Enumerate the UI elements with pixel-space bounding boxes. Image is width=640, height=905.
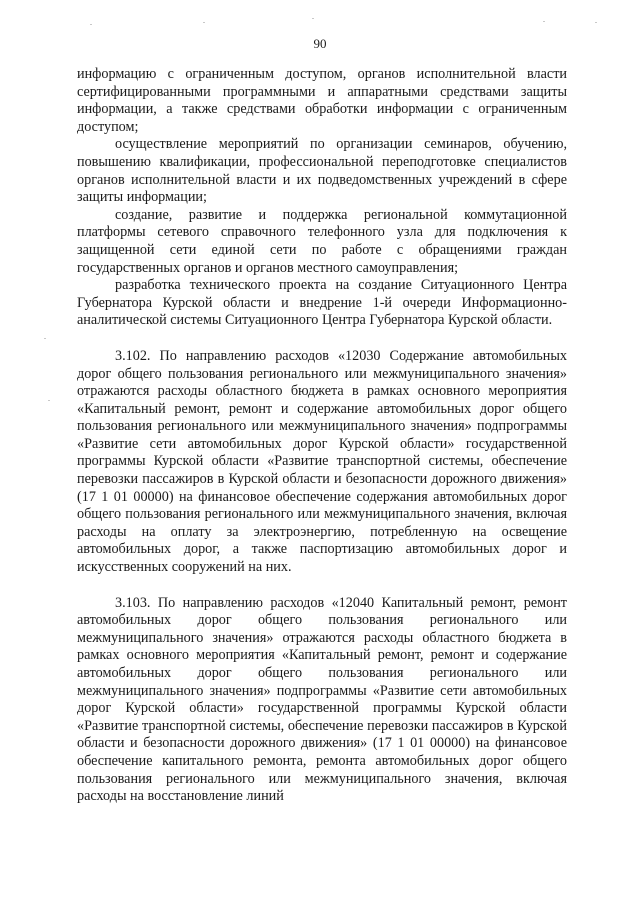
- scan-artifact: [44, 338, 46, 339]
- scan-artifact: [595, 22, 597, 23]
- document-body: [77, 66, 567, 806]
- paragraph-continuation: информацию с ограниченным доступом, органов исполнительной власти сертифицированными программными и аппаратными средствами защиты информации, а также средствами обработки информации с ограниченным доступом;: [77, 66, 567, 135]
- scan-artifact: [48, 400, 50, 401]
- section-3-103: 3.103. По направлению расходов «12040 Капитальный ремонт, ремонт автомобильных дорог общего пользования регионального или межмуниципального значения» отражаются расходы областного бюджета в рамках основного мероприятия «Капитальный ремонт, ремонт и содержание автомобильных дорог общего пользования регионального или межмуниципального значения» подпрограммы «Развитие сети автомобильных дорог Курской области» государственной программы Курской области «Развитие транспортной системы, обеспечение перевозки пассажиров в Курской области и безопасности дорожного движения» (17 1 01 00000) на финансовое обеспечение капитального ремонта, ремонта автомобильных дорог общего пользования регионального или межмуниципального значения, включая расходы на восстановление линий: [77, 594, 567, 805]
- scan-artifact: [312, 18, 314, 19]
- paragraph-situation-center: разработка технического проекта на создание Ситуационного Центра Губернатора Курской области и внедрение 1-й очереди Информационно-аналитической системы Ситуационного Центра Губернатора Курской области.: [77, 277, 567, 329]
- paragraph-seminars: осуществление мероприятий по организации семинаров, обучению, повышению квалификации, профессиональной переподготовке специалистов органов исполнительной власти и их подведомственных учреждений в сфере защиты информации;: [77, 136, 567, 206]
- paragraph-platform: создание, развитие и поддержка региональной коммутационной платформы сетевого справочного телефонного узла для подключения к защищенной сети единой сети по работе с обращениями граждан государственных органов и органов местного самоуправления;: [77, 206, 567, 276]
- section-3-102: 3.102. По направлению расходов «12030 Содержание автомобильных дорог общего пользования регионального или межмуниципального значения» отражаются расходы областного бюджета в рамках основного мероприятия «Капитальный ремонт, ремонт и содержание автомобильных дорог общего пользования регионального или межмуниципального значения» подпрограммы «Развитие сети автомобильных дорог Курской области» государственной программы Курской области «Развитие транспортной системы, обеспечение перевозки пассажиров в Курской области и безопасности дорожного движения» (17 1 01 00000) на финансовое обеспечение содержания автомобильных дорог общего пользования регионального или межмуниципального значения, включая расходы на оплату за электроэнергию, потребленную на освещение автомобильных дорог, а также паспортизацию автомобильных дорог и искусственных сооружений на них.: [77, 347, 567, 576]
- scan-artifact: [543, 21, 545, 22]
- page-number: 90: [313, 36, 327, 51]
- scan-artifact: [203, 22, 205, 23]
- scan-artifact: [90, 24, 92, 25]
